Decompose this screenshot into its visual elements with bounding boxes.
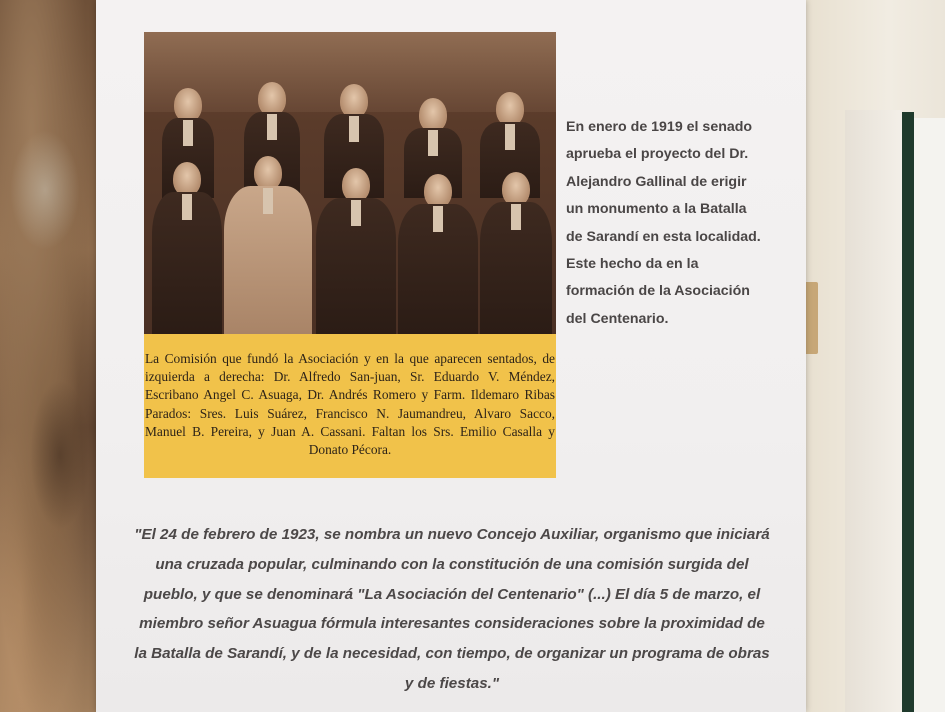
photo-caption-box <box>144 334 556 478</box>
window-frame <box>902 112 914 712</box>
photo-person <box>398 174 478 334</box>
historic-group-photo <box>144 32 556 334</box>
photo-person <box>224 156 312 334</box>
painting-detail <box>30 380 90 530</box>
photo-person <box>480 172 552 334</box>
photo-person <box>152 162 222 334</box>
history-paragraph: En enero de 1919 el senado aprueba el proyecto del Dr. Alejandro Gallinal de erigir un monumento a la Batalla de Sarandí en esta localidad. Este hecho da en la formación de la Asociación del Centenario. <box>566 119 761 327</box>
historic-quote: "El 24 de febrero de 1923, se nombra un nuevo Concejo Auxiliar, organismo que iniciará una cruzada popular, culminando con la constitución de una comisión surgida del pueblo, y que se denominará "La Asociación del Centenario" (...) El día 5 de marzo, el miembro señor Asuagua fórmula interesantes consideraciones sobre la proximidad de la Batalla de Sarandí, y de la necesidad, con tiempo, de organizar un programa de obras y de fiestas." <box>134 526 770 692</box>
window-glass <box>914 118 945 712</box>
photo-person <box>316 168 396 334</box>
window-recess <box>845 110 902 712</box>
painting-detail <box>10 130 80 250</box>
poster <box>96 0 806 712</box>
background-painting <box>0 0 104 712</box>
photo-caption: La Comisión que fundó la Asociación y en la que aparecen sentados, de izquierda a derecha: Dr. Alfredo San-juan, Sr. Eduardo V. Méndez, Escribano Angel C. Asuaga, Dr. Andrés Romero y Farm. Ildemaro Ribas Parados: Sres. Luis Suárez, Francisco N. Jaumandreu, Alvaro Sacco, Manuel B. Pereira, y Juan A. Cassani. Faltan los Srs. Emilio Casalla y Donato Pécora. <box>145 351 555 458</box>
